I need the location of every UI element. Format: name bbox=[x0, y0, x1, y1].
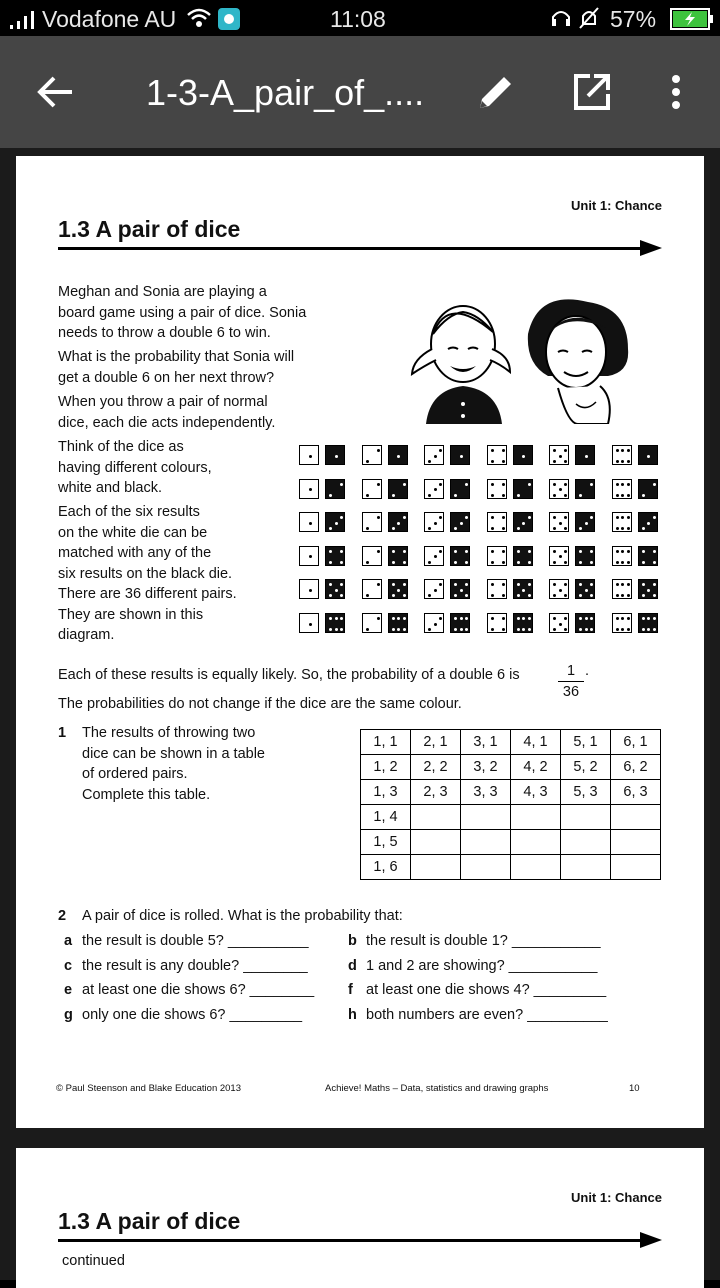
pdf-page-1 bbox=[16, 156, 704, 1128]
white-die-6 bbox=[612, 546, 632, 566]
black-die-3 bbox=[513, 512, 533, 532]
dice-pair bbox=[612, 445, 658, 467]
white-die-4 bbox=[487, 512, 507, 532]
white-die-4 bbox=[487, 479, 507, 499]
white-die-4 bbox=[487, 546, 507, 566]
black-die-3 bbox=[575, 512, 595, 532]
dice-pair bbox=[487, 479, 533, 501]
continued-label: continued bbox=[62, 1253, 125, 1269]
open-external-icon[interactable] bbox=[572, 72, 612, 112]
unit-label: Unit 1: Chance bbox=[570, 198, 662, 213]
pdf-page-2 bbox=[16, 1148, 704, 1288]
heading-rule-2 bbox=[58, 1239, 646, 1242]
dice-pair bbox=[299, 546, 345, 568]
dice-pair bbox=[362, 546, 408, 568]
headset-icon bbox=[550, 7, 572, 29]
more-vert-icon[interactable] bbox=[668, 74, 684, 110]
dice-pair bbox=[362, 613, 408, 635]
part-letter: f bbox=[348, 982, 353, 999]
probability-fraction bbox=[558, 663, 584, 700]
dice-pair bbox=[612, 579, 658, 601]
app-bar bbox=[0, 36, 720, 148]
white-die-1 bbox=[299, 613, 319, 633]
table-cell: 2, 3 bbox=[411, 780, 461, 805]
black-die-5 bbox=[450, 579, 470, 599]
table-row bbox=[361, 830, 661, 855]
black-die-1 bbox=[450, 445, 470, 465]
footer-copyright: © Paul Steenson and Blake Education 2013 bbox=[56, 1083, 241, 1094]
fraction-numerator: 1 bbox=[566, 663, 576, 679]
part-letter: h bbox=[348, 1007, 357, 1024]
part-letter: b bbox=[348, 933, 357, 949]
table-cell: 2, 1 bbox=[411, 730, 461, 755]
table-cell: 6, 3 bbox=[611, 780, 661, 805]
white-die-2 bbox=[362, 579, 382, 599]
table-cell: 1, 3 bbox=[361, 780, 411, 805]
part-text[interactable]: both numbers are even? __________ bbox=[366, 1007, 608, 1024]
white-die-1 bbox=[299, 445, 319, 465]
table-cell: 1, 5 bbox=[361, 830, 411, 855]
question-2-part bbox=[348, 1007, 608, 1023]
question-2-part bbox=[348, 933, 601, 949]
dice-pair bbox=[612, 546, 658, 568]
white-die-3 bbox=[424, 445, 444, 465]
table-cell: 6, 2 bbox=[611, 755, 661, 780]
wifi-icon bbox=[186, 7, 212, 29]
white-die-2 bbox=[362, 546, 382, 566]
table-cell: 4, 2 bbox=[511, 755, 561, 780]
table-cell: 5, 3 bbox=[561, 780, 611, 805]
black-die-6 bbox=[638, 613, 658, 633]
black-die-6 bbox=[450, 613, 470, 633]
dice-pair bbox=[549, 445, 595, 467]
question-2-text: A pair of dice is rolled. What is the probability that: bbox=[82, 908, 403, 924]
dice-pair bbox=[362, 445, 408, 467]
independence-text: When you throw a pair of normal dice, each die acts independently. bbox=[58, 394, 276, 431]
pairs-text: Each of the six results on the white die can be matched with any of the six results on the black die. There are 36 different pairs. They are shown in this diagram. bbox=[58, 504, 237, 643]
black-die-2 bbox=[450, 479, 470, 499]
black-die-5 bbox=[325, 579, 345, 599]
white-die-2 bbox=[362, 512, 382, 532]
table-cell[interactable] bbox=[561, 830, 611, 855]
dice-pair bbox=[424, 445, 470, 467]
part-text[interactable]: at least one die shows 4? _________ bbox=[366, 982, 607, 999]
table-cell[interactable] bbox=[611, 805, 661, 830]
white-die-1 bbox=[299, 479, 319, 499]
question-1-number: 1 bbox=[58, 725, 67, 741]
page-heading: 1.3 A pair of dice bbox=[58, 216, 241, 242]
meghan-figure bbox=[412, 306, 510, 424]
signal-icon bbox=[10, 9, 40, 29]
table-cell: 1, 1 bbox=[361, 730, 411, 755]
dice-pair bbox=[299, 479, 345, 501]
white-die-5 bbox=[549, 546, 569, 566]
black-die-2 bbox=[638, 479, 658, 499]
battery-percent: 57% bbox=[610, 6, 657, 32]
table-cell[interactable] bbox=[561, 805, 611, 830]
white-die-6 bbox=[612, 445, 632, 465]
table-cell: 3, 1 bbox=[461, 730, 511, 755]
pdf-viewer[interactable] bbox=[0, 148, 720, 1280]
white-die-3 bbox=[424, 512, 444, 532]
footer-book-title: Achieve! Maths – Data, statistics and drawing graphs bbox=[325, 1083, 549, 1094]
footer-page-number: 10 bbox=[629, 1083, 640, 1094]
part-text[interactable]: at least one die shows 6? ________ bbox=[82, 982, 315, 999]
white-die-5 bbox=[549, 445, 569, 465]
black-die-3 bbox=[450, 512, 470, 532]
dice-pair bbox=[487, 512, 533, 534]
part-text[interactable]: the result is double 1? ___________ bbox=[366, 933, 601, 949]
white-die-4 bbox=[487, 445, 507, 465]
dice-pair bbox=[549, 546, 595, 568]
black-die-5 bbox=[638, 579, 658, 599]
black-die-4 bbox=[513, 546, 533, 566]
white-die-4 bbox=[487, 613, 507, 633]
dice-pair bbox=[612, 613, 658, 635]
back-arrow-icon[interactable] bbox=[36, 74, 76, 110]
black-die-3 bbox=[325, 512, 345, 532]
dice-pair bbox=[362, 512, 408, 534]
white-die-3 bbox=[424, 579, 444, 599]
question-2-part bbox=[64, 1007, 302, 1023]
white-die-6 bbox=[612, 512, 632, 532]
edit-pencil-icon[interactable] bbox=[476, 72, 516, 112]
sonia-figure bbox=[528, 299, 628, 424]
black-die-4 bbox=[388, 546, 408, 566]
table-cell[interactable] bbox=[411, 805, 461, 830]
white-die-6 bbox=[612, 613, 632, 633]
dice-pair bbox=[362, 579, 408, 601]
table-cell: 4, 1 bbox=[511, 730, 561, 755]
table-row bbox=[361, 780, 661, 805]
white-die-5 bbox=[549, 613, 569, 633]
table-cell[interactable] bbox=[411, 855, 461, 880]
table-cell: 2, 2 bbox=[411, 755, 461, 780]
table-cell[interactable] bbox=[461, 805, 511, 830]
ordered-pairs-table bbox=[360, 729, 661, 880]
question-2-part bbox=[64, 982, 314, 998]
fraction-period: . bbox=[585, 663, 590, 679]
table-cell: 1, 2 bbox=[361, 755, 411, 780]
page-heading-2: 1.3 A pair of dice bbox=[58, 1208, 241, 1234]
part-text[interactable]: only one die shows 6? _________ bbox=[82, 1007, 303, 1024]
white-die-5 bbox=[549, 579, 569, 599]
black-die-1 bbox=[575, 445, 595, 465]
white-die-5 bbox=[549, 512, 569, 532]
black-die-3 bbox=[388, 512, 408, 532]
black-die-4 bbox=[325, 546, 345, 566]
table-cell: 1, 6 bbox=[361, 855, 411, 880]
dice-pair bbox=[549, 512, 595, 534]
carrier-name: Vodafone AU bbox=[42, 6, 177, 32]
dice-pair bbox=[549, 579, 595, 601]
dice-pair bbox=[299, 445, 345, 467]
dice-pair bbox=[424, 579, 470, 601]
table-cell[interactable] bbox=[611, 830, 661, 855]
black-die-5 bbox=[388, 579, 408, 599]
white-die-2 bbox=[362, 613, 382, 633]
part-text[interactable]: the result is any double? ________ bbox=[82, 957, 308, 974]
notification-icon bbox=[218, 8, 240, 30]
dice-pair bbox=[299, 579, 345, 601]
table-row bbox=[361, 755, 661, 780]
table-cell[interactable] bbox=[511, 805, 561, 830]
dice-pair bbox=[362, 479, 408, 501]
table-cell: 1, 4 bbox=[361, 805, 411, 830]
black-die-4 bbox=[638, 546, 658, 566]
black-die-3 bbox=[638, 512, 658, 532]
table-cell[interactable] bbox=[411, 830, 461, 855]
black-die-5 bbox=[575, 579, 595, 599]
dice-pair bbox=[487, 613, 533, 635]
colours-text: Think of the dice as having different colours, white and black. bbox=[58, 439, 212, 496]
same-colour-text: The probabilities do not change if the dice are the same colour. bbox=[58, 696, 462, 712]
white-die-6 bbox=[612, 579, 632, 599]
black-die-6 bbox=[388, 613, 408, 633]
dice-pair bbox=[549, 613, 595, 635]
white-die-5 bbox=[549, 479, 569, 499]
dice-pair bbox=[487, 579, 533, 601]
part-letter: a bbox=[64, 933, 73, 949]
black-die-1 bbox=[513, 445, 533, 465]
equally-likely-text: Each of these results is equally likely. So, the probability of a double 6 is bbox=[58, 667, 520, 683]
table-cell[interactable] bbox=[611, 855, 661, 880]
question-intro: What is the probability that Sonia will get a double 6 on her next throw? bbox=[58, 349, 295, 386]
white-die-2 bbox=[362, 479, 382, 499]
table-cell[interactable] bbox=[561, 855, 611, 880]
table-cell: 5, 1 bbox=[561, 730, 611, 755]
dice-pair bbox=[612, 479, 658, 501]
black-die-2 bbox=[575, 479, 595, 499]
girls-illustration bbox=[408, 294, 678, 424]
question-2-part bbox=[348, 958, 597, 974]
table-row bbox=[361, 730, 661, 755]
intro-text: Meghan and Sonia are playing a board game using a pair of dice. Sonia needs to throw a double 6 to win. bbox=[58, 284, 307, 341]
black-die-1 bbox=[388, 445, 408, 465]
white-die-3 bbox=[424, 479, 444, 499]
white-die-2 bbox=[362, 445, 382, 465]
table-cell: 3, 3 bbox=[461, 780, 511, 805]
black-die-1 bbox=[638, 445, 658, 465]
table-cell[interactable] bbox=[461, 855, 511, 880]
table-row bbox=[361, 805, 661, 830]
table-cell: 3, 2 bbox=[461, 755, 511, 780]
dice-pair bbox=[612, 512, 658, 534]
table-cell[interactable] bbox=[511, 855, 561, 880]
table-cell: 6, 1 bbox=[611, 730, 661, 755]
table-cell[interactable] bbox=[511, 830, 561, 855]
part-text[interactable]: 1 and 2 are showing? ___________ bbox=[366, 957, 598, 974]
battery-charging-icon bbox=[670, 8, 714, 30]
table-row bbox=[361, 855, 661, 880]
dice-pair bbox=[424, 613, 470, 635]
part-text[interactable]: the result is double 5? __________ bbox=[82, 933, 309, 949]
black-die-6 bbox=[575, 613, 595, 633]
white-die-1 bbox=[299, 546, 319, 566]
white-die-1 bbox=[299, 579, 319, 599]
part-letter: d bbox=[348, 957, 357, 974]
question-2-part bbox=[64, 933, 309, 949]
part-letter: e bbox=[64, 982, 73, 999]
black-die-1 bbox=[325, 445, 345, 465]
question-2-number: 2 bbox=[58, 908, 67, 924]
dice-pair bbox=[299, 613, 345, 635]
black-die-4 bbox=[575, 546, 595, 566]
dice-pair bbox=[424, 546, 470, 568]
unit-label-2: Unit 1: Chance bbox=[570, 1190, 662, 1205]
fraction-denominator: 36 bbox=[562, 684, 580, 700]
black-die-6 bbox=[513, 613, 533, 633]
white-die-3 bbox=[424, 546, 444, 566]
heading-rule bbox=[58, 247, 646, 250]
white-die-6 bbox=[612, 479, 632, 499]
part-letter: g bbox=[64, 1007, 73, 1024]
white-die-4 bbox=[487, 579, 507, 599]
question-2-part bbox=[64, 958, 308, 974]
table-cell[interactable] bbox=[461, 830, 511, 855]
dice-pair bbox=[424, 479, 470, 501]
table-cell: 4, 3 bbox=[511, 780, 561, 805]
mute-icon bbox=[578, 6, 600, 30]
black-die-4 bbox=[450, 546, 470, 566]
table-cell: 5, 2 bbox=[561, 755, 611, 780]
dice-pair bbox=[487, 445, 533, 467]
question-1-text: The results of throwing two dice can be shown in a table of ordered pairs. Complete this table. bbox=[82, 725, 265, 803]
black-die-2 bbox=[513, 479, 533, 499]
white-die-3 bbox=[424, 613, 444, 633]
dice-pair bbox=[487, 546, 533, 568]
document-title: 1-3-A_pair_of_.... bbox=[146, 72, 425, 113]
dice-pair bbox=[424, 512, 470, 534]
status-bar bbox=[0, 0, 720, 36]
black-die-2 bbox=[325, 479, 345, 499]
black-die-5 bbox=[513, 579, 533, 599]
question-2-part bbox=[348, 982, 606, 998]
clock: 11:08 bbox=[330, 6, 386, 32]
dice-pair bbox=[549, 479, 595, 501]
black-die-6 bbox=[325, 613, 345, 633]
dice-pair bbox=[299, 512, 345, 534]
white-die-1 bbox=[299, 512, 319, 532]
black-die-2 bbox=[388, 479, 408, 499]
part-letter: c bbox=[64, 957, 73, 974]
